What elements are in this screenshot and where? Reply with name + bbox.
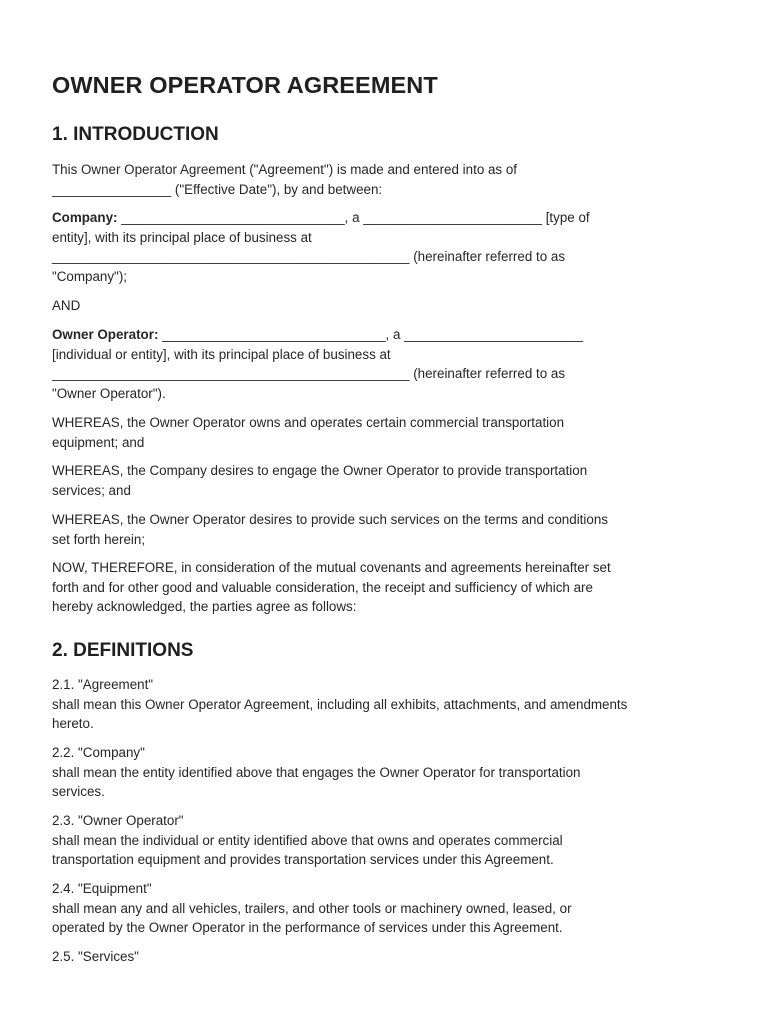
definition-company: 2.2. "Company" shall mean the entity identified above that engages the Owner Operator for transportation services.	[52, 743, 728, 802]
company-paragraph: Company: ______________________________, a ________________________ [type of entity], with its principal place of business at ________________________________________________ (hereinafter referred to as "Company");	[52, 210, 590, 284]
definition-owner-operator: 2.3. "Owner Operator" shall mean the individual or entity identified above that owns and operates commercial transportation equipment and provides transportation services under this Agreement.	[52, 811, 728, 870]
company-label: Company:	[52, 210, 118, 225]
definition-term: 2.1. "Agreement"	[52, 677, 154, 692]
definition-term: 2.5. "Services"	[52, 949, 139, 964]
whereas-paragraph-2: WHEREAS, the Company desires to engage the Owner Operator to provide transportation services; and	[52, 463, 588, 498]
document-title: OWNER OPERATOR AGREEMENT	[52, 72, 438, 98]
intro-paragraph: This Owner Operator Agreement ("Agreement") is made and entered into as of ________________ ("Effective Date"), by and between:	[52, 162, 518, 197]
definition-term: 2.3. "Owner Operator"	[52, 813, 184, 828]
whereas-paragraph-3: WHEREAS, the Owner Operator desires to provide such services on the terms and conditions set forth herein;	[52, 512, 608, 547]
whereas-paragraph-1: WHEREAS, the Owner Operator owns and operates certain commercial transportation equipment; and	[52, 415, 565, 450]
definition-agreement: 2.1. "Agreement" shall mean this Owner Operator Agreement, including all exhibits, attachments, and amendments hereto.	[52, 675, 728, 734]
section-heading-definitions: 2. DEFINITIONS	[52, 640, 194, 661]
section-heading-introduction: 1. INTRODUCTION	[52, 124, 219, 145]
definition-equipment: 2.4. "Equipment" shall mean any and all vehicles, trailers, and other tools or machinery owned, leased, or operated by the Owner Operator in the performance of services under this Agreement.	[52, 879, 728, 938]
owner-operator-paragraph: Owner Operator: ______________________________, a ________________________ [individual or entity], with its principal place of business at ________________________________________________ (hereinafter referred to as "Owner Operator").	[52, 327, 583, 401]
definition-term: 2.4. "Equipment"	[52, 881, 152, 896]
and-paragraph: AND	[52, 298, 81, 313]
definition-services	[52, 947, 728, 967]
definition-term: 2.2. "Company"	[52, 745, 145, 760]
owner-operator-label: Owner Operator:	[52, 327, 159, 342]
now-therefore-paragraph: NOW, THEREFORE, in consideration of the mutual covenants and agreements hereinafter set forth and for other good and valuable consideration, the receipt and sufficiency of which are hereby acknowledged, the parties agree as follows:	[52, 560, 611, 615]
